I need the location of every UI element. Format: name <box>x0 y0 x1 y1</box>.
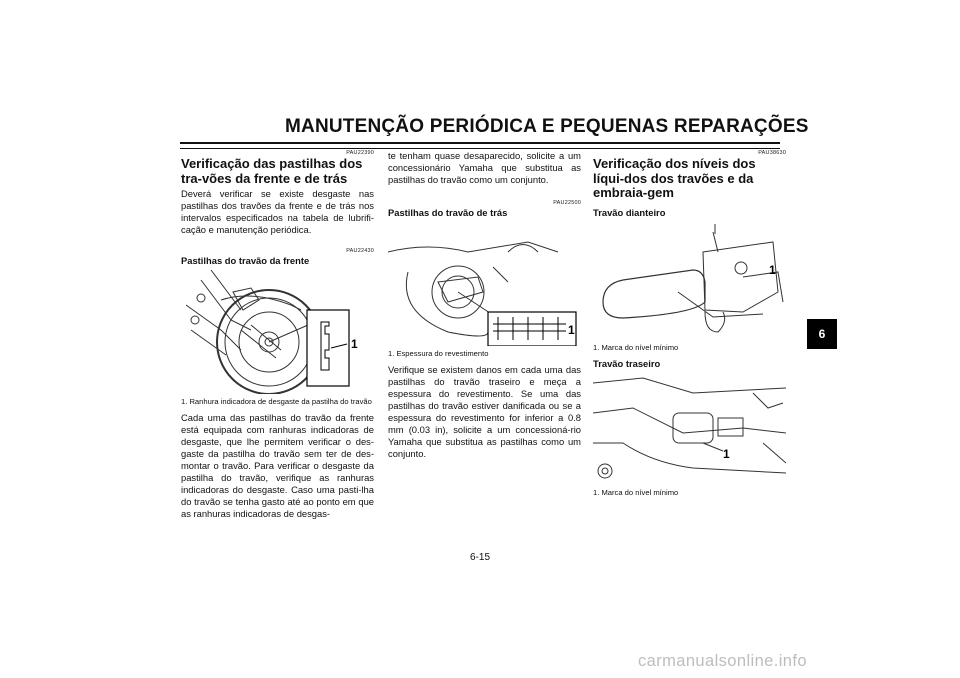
figure-callout: 1 <box>723 446 730 461</box>
body-paragraph: Verifique se existem danos em cada uma das pastilhas do travão traseiro e meça a espessura do revestimento. Se uma das pastilhas do travão estiver danificada ou se a espessura do revestimento for inferior a 0.8 mm (0.03 in), solicite a um concessioná-rio Yamaha que substitua as pastilhas como um conjunto. <box>388 364 581 459</box>
section-heading: Verificação dos níveis dos líqui-dos dos travões e da embraia-gem <box>593 156 756 200</box>
column-left <box>181 150 374 520</box>
page-title: MANUTENÇÃO PERIÓDICA E PEQUENAS REPARAÇÕES <box>285 116 809 137</box>
section-heading: Verificação das pastilhas dos tra-vões da frente e de trás <box>181 156 363 186</box>
figure-callout: 1 <box>769 262 776 277</box>
subsection-heading: Pastilhas do travão da frente <box>181 255 310 266</box>
chapter-tab: 6 <box>807 319 837 349</box>
front-brake-figure <box>181 270 374 394</box>
rear-reservoir-figure <box>593 373 786 485</box>
body-paragraph: Cada uma das pastilhas do travão da frente está equipada com ranhuras indicadoras de desgaste, que lhe permitem verificar o des-gaste da pastilha do travão sem ter de des-montar o travão. Para verificar o desgaste da pastilha do travão, verifique as ranhuras indicadoras do desgaste. Caso uma pasti-lha do travão se tenha gasto até ao ponto em que as ranhuras indicadoras de desgas- <box>181 412 374 519</box>
front-reservoir-figure <box>593 222 786 340</box>
section-code: PAU22500 <box>553 200 581 206</box>
figure-caption: 1. Marca do nível mínimo <box>593 342 679 352</box>
subsection-heading: Travão dianteiro <box>593 206 666 218</box>
page-number: 6-15 <box>470 552 491 563</box>
watermark: carmanualsonline.info <box>638 652 807 670</box>
section-code: PAU38630 <box>758 150 786 156</box>
section-code: PAU22430 <box>346 248 374 254</box>
rear-brake-figure <box>388 222 581 346</box>
subsection-heading: Pastilhas do travão de trás <box>388 207 508 218</box>
header-rule-thin <box>180 148 780 149</box>
figure-caption: 1. Marca do nível mínimo <box>593 487 679 497</box>
figure-caption: 1. Espessura do revestimento <box>388 349 489 358</box>
figure-caption: 1. Ranhura indicadora de desgaste da pastilha do travão <box>181 397 372 406</box>
figure-callout: 1 <box>351 337 358 351</box>
figure-callout: 1 <box>568 323 575 337</box>
subsection-heading: Travão traseiro <box>593 357 661 369</box>
intro-paragraph: Deverá verificar se existe desgaste nas pastilhas dos travões da frente e de trás nos intervalos especificados na tabela de lubrifi-cação e manutenção periódica. <box>181 188 374 235</box>
continued-paragraph: te tenham quase desaparecido, solicite a um concessionário Yamaha que substitua as pastilhas do travão como um conjunto. <box>388 150 581 185</box>
column-right <box>593 150 786 503</box>
column-middle <box>388 150 581 460</box>
header-rule <box>180 142 780 144</box>
section-code: PAU22390 <box>346 150 374 156</box>
